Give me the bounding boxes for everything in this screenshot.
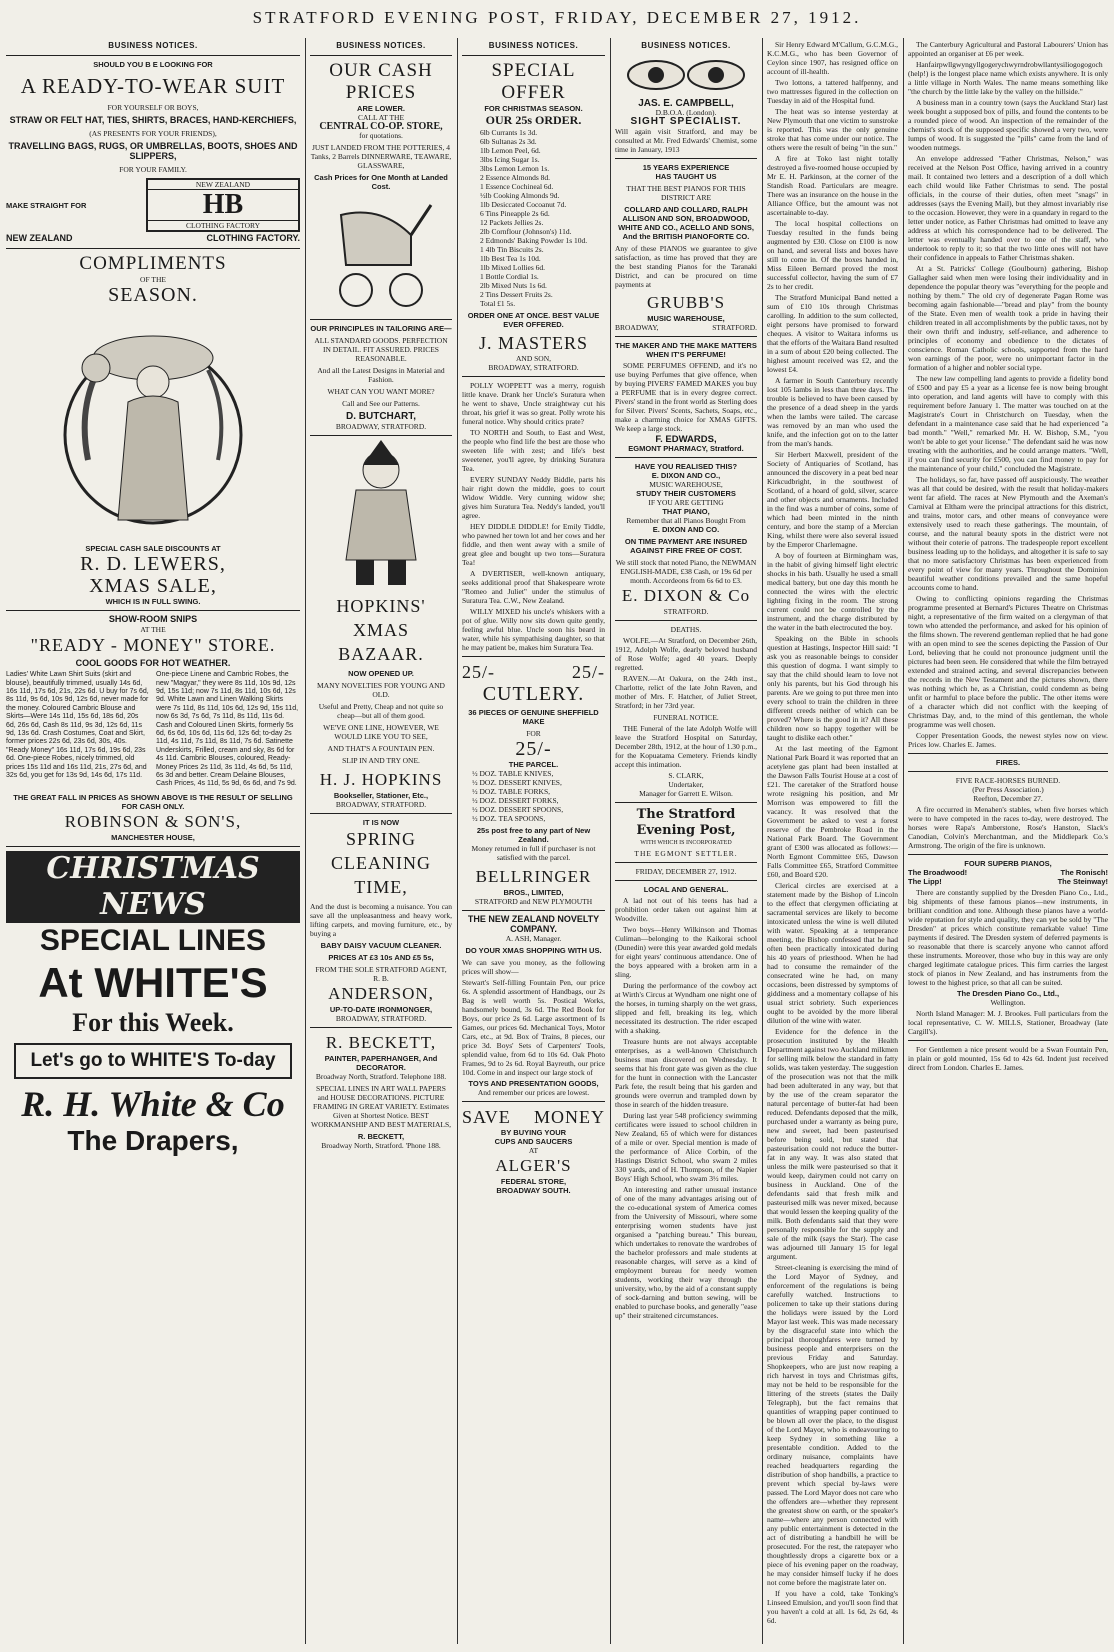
cool-goods: COOL GOODS FOR HOT WEATHER. bbox=[75, 657, 231, 668]
make-straight: MAKE STRAIGHT FOR bbox=[6, 200, 87, 210]
suratura-6: WILLY MIXED his uncle's whiskers with a pot of glue. Willy now sits down quite gently, feeling awful blue. Uncle soon his beard in water, while his sympathising daughter, so that he may patient be, makes him Suratura Tea. bbox=[462, 607, 605, 653]
offer-item: 3lbs Icing Sugar 1s. bbox=[480, 155, 540, 165]
suratura-3: EVERY SUNDAY Neddy Biddle, parts his hair right down the middle, goes to court Widow Widdle. Very cunning widow she; gives him Suratura Tea. Neddy's landed, you'll agree. bbox=[462, 475, 605, 521]
hj-hopkins: H. J. HOPKINS bbox=[319, 769, 443, 789]
local-general: LOCAL AND GENERAL. bbox=[643, 884, 729, 894]
price-list-right: One-piece Linene and Cambric Robes, the new "Magyar," they were 8s 11d, 10s 9d, 12s 9d, 15s 11d; now 7s 11d, 8s 11d, 10s 6d, 12s 9d. White Lawn and Linen Walking Skirts were 7s 11d, 8s 11d, 10s 6d, 12s 9d, 15s 11d, now 6s 3d, 7s 6d, 7s 11d, 8s 11d, 11s 6d. Cash and Coloured Linen Skirts, formerly 5s 6d, 6s 6d, 10s 6d, 11s 6d, 12s 6d; to-day 2s 11d, 4s 11d, 7s 11d, 8s 11d, 7s 6d. Satinette Underskirts, Frilled, cream and sky, 8s 6d for 4s 11d. Cambric Blouses, coloured, Ready-Money Prices 2s 11d, 3s 11d, 4s 6d, 5s 11d, 6s 3d and better. Cream Delaine Blouses, Cash Prices, 4s 11d, 5s 9d, 6s 6d, and 7s 9d. bbox=[156, 671, 299, 788]
lets-go-box: Let's go to WHITE'S To-day bbox=[14, 1043, 292, 1079]
great-fall: THE GREAT FALL IN PRICES AS SHOWN ABOVE IS THE RESULT OF SELLING FOR CASH ONLY. bbox=[13, 792, 293, 811]
divider bbox=[310, 1027, 452, 1028]
divider bbox=[6, 846, 300, 847]
call-see: Call and See our Patterns. bbox=[342, 399, 420, 409]
dixon: E. DIXON AND CO., bbox=[651, 471, 721, 481]
offer-item: 2 Essence Almonds 8d. bbox=[480, 173, 550, 183]
save-money-text: We can save you money, as the following prices will show— bbox=[462, 958, 605, 977]
price-right: 25/- bbox=[572, 662, 605, 683]
bros-limited: BROS., LIMITED, bbox=[503, 888, 564, 898]
incorporated: WITH WHICH IS INCORPORATED bbox=[640, 840, 732, 847]
column-1 bbox=[6, 38, 300, 1644]
news-c6-1: The Canterbury Agricultural and Pastoral Labourers' Union has appointed an organiser at £6 per week. bbox=[908, 40, 1108, 58]
news-4: A fire at Toko last night totally destroyed a five-roomed house occupied by Mr E. H. Parkinson, at the corner of the Standish Road. Particulars are meagre. There was an insurance on the house in the Alliance Office, but the amount was not ascertainable to-day. bbox=[767, 154, 898, 217]
news-c6-5: At a St. Patricks' College (Goulbourn) gathering, Bishop Gallagher said when men were losing their individuality and in dependence the popular theory was "everything for the people and nothing by them." The old cry of degenerate Pagan Rome was becoming again fashionable—"bread and play" from the bounty of the State. Even men of wealth took a pride in having their children treated in all accomplishments by the public taxes, not by their own thrift and industry, self-reliance, and adherence to principles of economy and obedience to the dictates of conscience. Roman Catholic schools, supported from the hard won earnings of the poor, were no unimportant factor in the formation of a higher and nobler social type. bbox=[908, 264, 1108, 372]
divider bbox=[615, 158, 757, 159]
prices-at: PRICES AT £3 10s AND £5 5s, bbox=[328, 952, 434, 962]
special-offer: SPECIAL OFFER bbox=[491, 59, 576, 103]
anderson-address: BROADWAY, STRATFORD. bbox=[335, 1013, 427, 1023]
slip-in: SLIP IN AND TRY ONE. bbox=[342, 755, 420, 765]
dresden: The Dresden Piano Co., Ltd., bbox=[956, 989, 1060, 998]
now-open: NOW OPENED UP. bbox=[348, 668, 414, 678]
cash-month: Cash Prices for One Month at Landed Cost. bbox=[314, 173, 448, 192]
suit-for: FOR YOURSELF OR BOYS, bbox=[107, 102, 199, 112]
lewers-name: R. D. LEWERS, bbox=[80, 552, 226, 575]
at-the: AT THE bbox=[140, 624, 166, 634]
factory-label: CLOTHING FACTORY. bbox=[206, 233, 300, 244]
campbell: JAS. E. CAMPBELL, bbox=[638, 97, 734, 109]
death-raven: RAVEN.—At Oakura, on the 24th inst., Charlotte, relict of the late John Raven, and mother of Mrs. F. Hatcher, of Juliet Street, Stratford; in her 73rd year. bbox=[615, 674, 757, 711]
order-once: ORDER ONE AT ONCE. BEST VALUE EVER OFFERED. bbox=[467, 311, 600, 330]
local-6: An interesting and rather unusual instance of one of the many advantages arising out of the co-educational system of America comes from the University of Missouri, where some enterprising women students have just organised a "patching bureau." This bureau, which undertakes to renovate the wardrobes of the bachelor professors and male students at reasonable charges, will serve as a kind of employment bureau for needy women students, working their way through the university, who, by the aid of a constant supply of sock-darning and button sewing, will be enabled to purchase books, and generally "ease up" their straitened circumstances. bbox=[615, 1184, 757, 1320]
sole-agent: FROM THE SOLE STRATFORD AGENT, bbox=[315, 964, 447, 974]
broadway-south: BROADWAY SOUTH. bbox=[496, 1186, 571, 1196]
offer-item: 1lb Mixed Lollies 6d. bbox=[480, 263, 545, 273]
music-warehouse: MUSIC WAREHOUSE, bbox=[647, 313, 725, 323]
lewers-top: SHOULD YOU B E LOOKING FOR bbox=[93, 59, 213, 69]
still-stock: We still stock that noted Piano, the NEWMAN ENGLISH-MADE, £38 Cash, or 19s 6d per month. Accordeons from 6s 6d to £3. bbox=[615, 558, 757, 586]
beckett-2: R. BECKETT, bbox=[357, 1131, 405, 1141]
offer-item: 6lb Sultanas 2s 3d. bbox=[480, 137, 537, 147]
divider bbox=[310, 813, 452, 814]
local-1: A lad not out of his teens has had a prohibition order taken out against him at Woodville. bbox=[615, 895, 757, 923]
divider bbox=[6, 610, 300, 611]
divider bbox=[908, 753, 1108, 754]
baby-daisy: BABY DAISY VACUUM CLEANER. bbox=[320, 940, 442, 950]
edwards: F. EDWARDS, bbox=[655, 433, 717, 445]
divider bbox=[6, 248, 300, 249]
beckett-2-address: Broadway North, Stratford. 'Phone 188. bbox=[321, 1140, 441, 1150]
column-rule bbox=[903, 38, 904, 1644]
showroom: SHOW-ROOM SNIPS bbox=[108, 613, 198, 624]
divider bbox=[310, 319, 452, 320]
news-5: The local hospital collections on Tuesday resulted in the funds being augmented by £30. Close on £100 is now on hand, and several lists and boxes have still to come in. Of the boxes handed in, Miss Eileen Bernard proved the most successful collector, having the sum of £7 2s to her credit. bbox=[767, 219, 898, 291]
offer-item: 2lb Mixed Nuts 1s 6d. bbox=[480, 281, 547, 291]
section-label: BUSINESS NOTICES. bbox=[641, 41, 731, 50]
offer-item: 2 Tins Dessert Fruits 2s. bbox=[480, 290, 553, 300]
manager-wilson: Manager for Garrett E. Wilson. bbox=[639, 789, 733, 799]
offer-items bbox=[462, 128, 605, 308]
fires-heading: FIRES. bbox=[995, 758, 1021, 767]
save-label: SAVE bbox=[462, 1107, 511, 1128]
buying: BY BUYING YOUR bbox=[500, 1128, 567, 1138]
divider bbox=[615, 880, 757, 881]
santa-icon bbox=[326, 440, 436, 590]
masters: J. MASTERS bbox=[478, 333, 589, 354]
toys: TOYS AND PRESENTATION GOODS, bbox=[468, 1079, 599, 1089]
four-superb: FOUR SUPERB PIANOS, bbox=[964, 859, 1052, 868]
column-6 bbox=[908, 38, 1108, 1644]
section-label: BUSINESS NOTICES. bbox=[488, 41, 579, 50]
funeral-notice: FUNERAL NOTICE. bbox=[653, 713, 719, 723]
section-label: BUSINESS NOTICES. bbox=[108, 41, 198, 50]
funeral-text: THE Funeral of the late Adolph Wolfe will leave the Stratford Hospital on Saturday, December 28th, 1912, at the hour of 1.30 p.m., for the Kopuatama Cemetery. Friends kindly accept this intimation. bbox=[615, 724, 757, 770]
compliments: COMPLIMENTS bbox=[79, 252, 227, 274]
standard-goods: ALL STANDARD GOODS. PERFECTION IN DETAIL. FIT ASSURED. PRICES REASONABLE. bbox=[314, 336, 448, 364]
parcel-item: ½ DOZ. DESSERT SPOONS, bbox=[472, 805, 564, 815]
logo-top: NEW ZEALAND bbox=[195, 180, 251, 190]
order-25: OUR 25s ORDER. bbox=[485, 112, 582, 127]
hopkins-address: BROADWAY, STRATFORD. bbox=[335, 799, 427, 809]
algers: ALGER'S bbox=[495, 1156, 572, 1176]
novelty-company: THE NEW ZEALAND NOVELTY COMPANY. bbox=[467, 914, 600, 934]
column-4 bbox=[615, 38, 757, 1644]
hb-logo bbox=[146, 178, 300, 232]
undertaker: Undertaker, bbox=[668, 780, 704, 790]
column-2 bbox=[310, 38, 452, 1644]
steinway: The Steinway! bbox=[1057, 877, 1108, 886]
ash-manager: A. ASH, Manager. bbox=[505, 934, 562, 944]
bellringer: BELLRINGER bbox=[475, 867, 592, 887]
offer-item: 1 4lb Tin Biscuits 2s. bbox=[480, 245, 544, 255]
deaths-heading: DEATHS. bbox=[670, 625, 702, 635]
parcel-item: ½ DOZ. DESSERT KNIVES, bbox=[472, 778, 562, 788]
federal: FEDERAL STORE, bbox=[500, 1177, 567, 1187]
the-parcel: THE PARCEL. bbox=[508, 760, 559, 770]
dixon-music: MUSIC WAREHOUSE, bbox=[649, 480, 723, 490]
principles: OUR PRINCIPLES IN TAILORING ARE— bbox=[310, 324, 452, 334]
of-the: OF THE bbox=[140, 274, 166, 284]
suit-title: A READY-TO-WEAR SUIT bbox=[20, 73, 286, 98]
sight-specialist: SIGHT SPECIALIST. bbox=[630, 116, 742, 128]
eyes-icon bbox=[621, 55, 751, 95]
divider bbox=[310, 435, 452, 436]
are-lower: ARE LOWER. bbox=[357, 103, 405, 113]
money-label: MONEY bbox=[534, 1107, 605, 1128]
divider bbox=[908, 854, 1108, 855]
dboa: D.B.O.A. (London). bbox=[655, 108, 717, 118]
death-wolfe: WOLFE.—At Stratford, on December 26th, 1912, Adolph Wolfe, dearly beloved husband of Rose Wolfe; aged 40 years. Deeply regretted. bbox=[615, 636, 757, 673]
divider bbox=[462, 376, 605, 377]
at-label: AT bbox=[528, 1146, 539, 1156]
grubb-broadway: BROADWAY, bbox=[615, 322, 659, 332]
central-store: CENTRAL CO-OP. STORE, bbox=[319, 120, 443, 132]
parcel-item: ½ DOZ. TABLE KNIVES, bbox=[472, 769, 554, 779]
fire-text: A fire occurred in Menahen's stables, when five horses which were to have competed in the races to-day, were destroyed. The horses were Rapa's Amberstone, Rose's Hanston, Slack's Canodian, Colvin's Merchantman, and the Middlepark Co.'s Armstrong. The origin of the fire is unknown. bbox=[908, 805, 1108, 850]
local-3: During the performance of the cowboy act at Wirth's Circus at Wyndham one night one of the horses, in turning sharply on the wet grass, slipped and fell, breaking its leg, which necessitated its destruction. The rider escaped with a shaking. bbox=[615, 980, 757, 1035]
parcel-item: ½ DOZ. TEA SPOONS, bbox=[472, 814, 546, 824]
dixon-logo: E. DIXON & Co bbox=[621, 586, 751, 606]
divider bbox=[908, 1040, 1108, 1041]
butchart-address: BROADWAY, STRATFORD. bbox=[335, 421, 427, 431]
local-4: Treasure hunts are not always acceptable enterprises, as a well-known Christchurch business man discovered on Wednesday. It seems that his front gate was given as the clue for the hunt in connection with the Lancaster Park fete, the result being that his garden and grounds were overrun and trampled down by those in search of the hidden treasure. bbox=[615, 1036, 757, 1109]
for-quotations: for quotations. bbox=[359, 131, 403, 141]
offer-item: 1 Essence Cochineal 6d. bbox=[480, 182, 554, 192]
offer-item: 6 Tins Pineapple 2s 6d. bbox=[480, 209, 550, 219]
fountain-pen: AND THAT'S A FOUNTAIN PEN. bbox=[327, 743, 435, 753]
remember-bought: Remember that all Pianos Bought From bbox=[626, 516, 746, 526]
egmont-pharmacy: EGMONT PHARMACY, Stratford. bbox=[628, 444, 744, 454]
lady-illustration-icon bbox=[58, 310, 248, 540]
news-13: Evidence for the defence in the prosecution instituted by the Health Department against two Auckland milkmen for selling milk below the standard in fatty solids, was taken yesterday. The suggestion of the prosecution was not that the milk had been adulterated in any way, but that by the use of the cream separator the natural percentage of butter-fat had been reduced. Defendants deposed that the milk, purchased under a warranty as being pure, new and sweet, had been pasteurised before being sold, but stated that pasteurisation could not reduce the butter-fat in any way. It was also stated that unless the milk were pasteurised so that it would keep, dairymen could not carry on business in Auckland. One of the defendants said that fresh milk and pasteurised milk was never mixed, because that would lessen the keeping quality of the milk. Both defendants said that they were personally responsible for the supply and sale of the milk (says the Star). The case was adjourned till January 15 for legal argument. bbox=[767, 1027, 898, 1261]
latest-designs: And all the Latest Designs in Material and Fashion. bbox=[317, 366, 445, 385]
xmas-season: FOR CHRISTMAS SEASON. bbox=[484, 103, 583, 113]
bags: TRAVELLING BAGS, RUGS, OR UMBRELLAS, BOOTS, SHOES AND SLIPPERS, bbox=[8, 141, 298, 161]
manchester-house: MANCHESTER HOUSE, bbox=[111, 832, 195, 842]
cash-prices-title: OUR CASH PRICES bbox=[329, 59, 433, 103]
masters-address: BROADWAY, STRATFORD. bbox=[488, 363, 579, 373]
news-c6-9: Copper Presentation Goods, the newest styles now on view. Prices low. Charles E. James. bbox=[908, 731, 1108, 749]
that-piano: THAT PIANO, bbox=[662, 507, 710, 517]
call-at: CALL AT THE bbox=[357, 112, 405, 122]
rb: R. B. bbox=[373, 973, 389, 983]
for-label: FOR bbox=[526, 729, 541, 739]
ready-money-store: "READY - MONEY" STORE. bbox=[30, 634, 276, 655]
lipp: The Lipp! bbox=[908, 877, 942, 886]
column-rule bbox=[305, 38, 306, 1644]
it-is-now: IT IS NOW bbox=[362, 817, 400, 827]
divider bbox=[908, 771, 1108, 772]
at-whites: At WHITE'S bbox=[38, 958, 268, 1006]
divider bbox=[615, 620, 757, 621]
paper-title: The Stratford Evening Post, bbox=[636, 807, 736, 839]
news-c6-3: A business man in a country town (says the Auckland Star) last week bought a supposed box of pills, and found the contents to be a rounded piece of wood. An inspection of the remainder of the chemist's stock of the supposed specific showed a very two, were lumps of wood. It is suggested the "pills" came from the land of wooden nutmegs. bbox=[908, 98, 1108, 152]
dixon-stratford: STRATFORD. bbox=[663, 607, 709, 617]
column-rule bbox=[610, 38, 611, 1644]
logo-letters: HB bbox=[148, 189, 298, 221]
column-3 bbox=[462, 38, 605, 1644]
settler: THE EGMONT SETTLER. bbox=[634, 848, 738, 858]
if-getting: IF YOU ARE GETTING bbox=[648, 498, 724, 508]
divider bbox=[462, 1101, 605, 1102]
divider bbox=[615, 457, 757, 458]
news-1: Sir Henry Edward M'Callum, G.C.M.G., K.C.M.G., who has been Governor of Ceylon since 1907, has resigned office on account of ill-health. bbox=[767, 40, 898, 76]
offer-item: 1 Bottle Cordial 1s. bbox=[480, 272, 539, 282]
divider bbox=[615, 802, 757, 803]
press-association: (Per Press Association.) bbox=[972, 785, 1044, 794]
parcel-items bbox=[462, 769, 605, 823]
suratura-1: POLLY WOPPETT was a merry, roguish little knave. Drank her Uncle's Suratura when he went to shave, Uncle straightway cut his throat, his grief it was so great. Polly wrote his funeral notice. Why should critics prate? bbox=[462, 381, 605, 427]
news-c6-8: Owing to conflicting opinions regarding the Christmas programme presented at Bernard's Pictures Theatre on Christmas night, a representative of the firm waited on a clergyman of that town who attended the performance, and asked for his opinion of the films shown. The reverend gentleman replied that he had gone with an open mind to see the scenes depicting the Passion of Our Lord, believing that he could not pronounce judgment until the pictures had been seen. He considered that while the film betrayed extended and strained acting, and several discrepancies between the records in the New Testament and the pictures shown, there was nothing which he, as a Christian, could condemn as being unfit or harmful to place before the public. The other items were of a character which did not conflict with the keeping of Christmas Day, and, to the mind of this gentleman, the whole programme was well chosen. bbox=[908, 594, 1108, 729]
column-rule bbox=[762, 38, 763, 1644]
news-14: Street-cleaning is exercising the mind of the Lord Mayor of Sydney, and enforcement of the regulations is being carefully watched. Instructions to policemen to take up their stations during the holidays were issued by the Lord Mayor last week. This was made necessary by the disgraceful state into which the principal thoroughfares were turned by business people and enterprisers on the previous Friday and Saturday. Shopkeepers, who are just now reaping a rich harvest in toys and Christmas gifts, may not be held to be responsible for the littering of the streets (states the Daily Telegraph), but the fact remains that quantities of wrapping paper continued to be blown all over the place, to the disgust of the Lord Mayor, who is endeavouring to keep Sydney in something like a presentable condition. Added to the ordinary nuisance, complaints have reached headquarters regarding the distribution of shop handbills, a practice to prevent which special by-laws were passed. The Lord Mayor does not care who the offenders are—whether they represent the greatest show on earth, or the speaker's name—where any person connected with any public entertainment is detected in the act of distributing a handbill he will be prosecuted. For the rest, the ratepayer who thoughtlessly drops a cigarette box or a piece of his evening paper on the roadway, he may consider himself lucky if he does not come before the magistrate later on. bbox=[767, 1263, 898, 1587]
this-week: For this Week. bbox=[72, 1007, 234, 1037]
guarantee: Any of these PIANOS we guarantee to give satisfaction, as time has proved that they are the best standing Pianos for the Taranaki District, and can be procured on time payments at bbox=[615, 243, 757, 289]
divider bbox=[462, 55, 605, 56]
offer-item: 6lb Currants 1s 3d. bbox=[480, 128, 538, 138]
five-racehorses: FIVE RACE-HORSES BURNED. bbox=[955, 776, 1061, 785]
offer-item: 12 Packets Jellies 2s. bbox=[480, 218, 544, 228]
divider bbox=[615, 862, 757, 863]
visit: Will again visit Stratford, and may be consulted at Mr. Fred Edwards' Chemist, some time in January, 1913 bbox=[615, 126, 757, 154]
parcel-item: ½ DOZ. TABLE FORKS, bbox=[472, 787, 551, 797]
logo-bottom: CLOTHING FACTORY bbox=[185, 221, 261, 231]
drapers: The Drapers, bbox=[67, 1124, 239, 1156]
straw-hats: STRAW OR FELT HAT, TIES, SHIRTS, BRACES, HAND-KERCHIEFS, bbox=[9, 114, 297, 125]
news-c6-7: The holidays, so far, have passed off auspiciously. The weather was all that could be desired, with the result that holiday-makers went far afield. The races at New Plymouth and the Axeman's Carnival at Eltham were the principal attractions for this district, and trains, motor cars, and other means of conveyance were extensively used to reach these gatherings. The mountain, of course, and the natural beauty spots in the district were not without their coterie of patrons. The tradespeople report excellent business leading up to the holidays, and altogether it is safe to say that no more satisfactory Christmas has been experienced from every point of view for many years. Throughout the Dominion beautiful weather conditions prevailed and the same hopeful accounts come to hand. bbox=[908, 475, 1108, 592]
one-line: WE'VE ONE LINE, HOWEVER, WE WOULD LIKE YOU TO SEE, bbox=[323, 722, 439, 741]
section-label: BUSINESS NOTICES. bbox=[336, 41, 426, 50]
news-2: Two lottons, a tattered halfpenny, and two mattresses figured in the collection on Tuesday in aid of the Hospital fund. bbox=[767, 78, 898, 105]
ironmonger: UP-TO-DATE IRONMONGER, bbox=[329, 1004, 433, 1014]
what-can: WHAT CAN YOU WANT MORE? bbox=[327, 387, 435, 397]
novelty-list: Stewart's Self-filling Fountain Pen, our price 6s. A splendid assortment of Handbags, our 2s Bag is well worth 5s. Postical Works, handsomely bound, 3s 6d. The Red Book for Boys, our price 2s 6d. Large assortment of Is Games, our prices 6d. Mechanical Toys, Motor Cars, etc., at 9d. Box of Trains, 8 pieces, our price 3d. Boys' Sets of Carpenters' Tools, splendid value, from 6d to 10s 6d. Oak Photo Frames, 9d to 2s 6d. Royal Bayreuth, our price 10d. Come in and inspect our large stock of bbox=[462, 978, 605, 1078]
robinson: ROBINSON & SON'S, bbox=[64, 811, 242, 831]
offer-item: 3lbs Lemon Lemon 1s. bbox=[480, 164, 550, 174]
dust-text: And the dust is becoming a nuisance. You can save all the unpleasantness and heavy work, lifting carpets, and moving furniture, etc., by buying a bbox=[310, 901, 452, 938]
grubb: GRUBB'S bbox=[646, 292, 726, 312]
taught: HAS TAUGHT US bbox=[655, 171, 717, 181]
bookseller: Bookseller, Stationer, Etc., bbox=[333, 790, 429, 800]
news-10: Speaking on the Bible in schools question at Hastings, Inspector Hill said: "I ask you as reasonable beings to consider this question of dogma. I want simply to say that the child should learn to love not only his parents, but his God through his parents. Are we going to put three men into every school to train the children in three different creeds neither of which can be proved? Where is the good in it? All these children now so happy together will be taught to dislike each other." bbox=[767, 634, 898, 742]
offer-item: ½lb Cooking Almonds 9d. bbox=[480, 191, 560, 201]
news-3: The heat was so intense yesterday at New Plymouth that one victim to sunstroke is reported. This was the only genuine stroke that has come under our notice. The others were the result of being "in the sun." bbox=[767, 107, 898, 152]
family: FOR YOUR FAMILY. bbox=[119, 165, 187, 175]
offer-item: 2 Edmonds' Baking Powder 1s 10d. bbox=[480, 236, 588, 246]
news-6: The Stratford Municipal Band netted a sum of £10 10s through Christmas carolling. In addition to the sum collected, eight persons have promised to forward cheques. A visitor to Waitara informs us that the efforts of the Waitara Band resulted in a sum of about £20 being collected. The highest amount received was £2, and the lowest £4. bbox=[767, 293, 898, 374]
ronisch: The Ronisch! bbox=[1060, 868, 1108, 877]
suratura-5: A DVERTISER, well-known antiquary, seeks additional proof that Shakespeare wrote "Romeo and Juliet" under the stimulus of Suratura Tea. C.W., New Zealand. bbox=[462, 569, 605, 606]
pianos-text: There are constantly supplied by the Dresden Piano Co., Ltd., big shipments of these famous pianos—new instruments, in brilliant condition and tone. Although these pianos have a world-wide reputation for style and quality, they can yet be sold by "The Dresden" at prices which constitute remarkable value! Time payments if desired. The Dresden system of deferred payments is so reasonable that there is scarcely anyone who cannot afford these instruments. Moreover, those who buy in this way are only charged legitimate catalogue prices. This firm carries the largest stock of pianos in New Zealand, and has instruments from the lowest to the highest price, so that all can be suited. bbox=[908, 888, 1108, 987]
christmas-news: CHRISTMAS NEWS bbox=[6, 851, 300, 923]
news-15: If you have a cold, take Tonking's Linseed Emulsion, and you'll soon find that you haven't a cold at all. 1s 6d, 2s 6d, 4s 6d. bbox=[767, 1589, 898, 1625]
beckett-address: Broadway North, Stratford. Telephone 188. bbox=[315, 1071, 447, 1081]
presents: (AS PRESENTS FOR YOUR FRIENDS), bbox=[89, 129, 217, 139]
clark: S. CLARK, bbox=[668, 771, 704, 781]
suratura-4: HEY DIDDLE DIDDLE! for Emily Tiddle, who pawned her town lot and her cows and her fiddle, and then went away with a smile of great glee and bought up two tons—Suratura Tea! bbox=[462, 522, 605, 568]
column-rule bbox=[457, 38, 458, 1644]
just-landed: JUST LANDED FROM THE POTTERIES, 4 Tanks, 2 Barrels DINNERWARE, TEAWARE, GLASSWARE, bbox=[310, 143, 452, 171]
suratura-2: TO NORTH and South, to East and West, the people who find life the best are those who sweeten life with zest; and life's best sweetener, you'll agree, by drinking Suratura Tea. bbox=[462, 428, 605, 474]
bellringer-address: STRATFORD and NEW PLYMOUTH bbox=[474, 897, 593, 907]
anderson: ANDERSON, bbox=[328, 983, 434, 1003]
do-xmas: DO YOUR XMAS SHOPPING WITH US. bbox=[465, 946, 602, 956]
piano-list: COLLARD AND COLLARD, RALPH ALLISON AND SON, BROADWOOD, WHITE AND CO., ACELLO AND SONS, And the BRITISH PIANOFORTE CO. bbox=[618, 204, 754, 241]
maker-perfume: THE MAKER AND THE MAKE MATTERS WHEN IT'S PERFUME! bbox=[615, 340, 757, 359]
news-12: Clerical circles are exercised at a statement made by the Bishop of Lincoln to the effect that clergymen officiating at sacramental services are likely to become intoxicated unless the wine is well diluted with water. Speaking at a temperance meeting, the Bishop confessed that he had often been practically intoxicated during his 40 years of priesthood. When he had had to consume the remainder of the consecrated wine he had, on many occasions, been distressed by symptoms of giddiness and a momentary collapse of his usual strict sobriety. Such experiences ought to be avoided by the more liberal dilution of the wine with water. bbox=[767, 881, 898, 1025]
price-list-left: Ladies' White Lawn Shirt Suits (skirt and blouse), beautifully trimmed, usually 14s 6d, 16s 11d, 17s 6d, 21s, 22s 6d. U buy for 7s 6d, 8s 11d, 9s 6d, 10s 9d, 12s 6d, never made for the money. Coloured Cambric Blouse and Skirts—Were 14s 11d, 15s 6d, 18s 6d, 20s 6d, 26s 6d, Cash 8s 11d, 9s 3d, 12s 6d, 11s 9d, 13s 6d. Crash Costumes, Coat and Skirt, former prices 22s 6d, 23s 6d, 30s, 40s. "Ready Money" 16s 11d, 17s 6d, 19s 6d, 23s 6d. One-piece Robes, nicely trimmed, old prices 15s 11d and 16s 11d, 21s, 27s 6d, and 32s 6d, you get for 13s 9d, 14s 6d, 17s 11d. bbox=[6, 671, 149, 780]
season: SEASON. bbox=[108, 283, 198, 306]
beckett: R. BECKETT, bbox=[325, 1032, 437, 1052]
news-11: At the last meeting of the Egmont National Park Board it was reported that an acetylene gas plant had been installed at the Dawson Falls Tourist House at a cost of £21. The caretaker of the Stratford house wrote resigning his position, and Mr Morrison was empowered to fill the vacancy. It was resolved that the Government be asked to vest a forest reserve of the Pembroke Road in the National Park Board. The Government grant of £300 was allocated as follows:—North Egmont Committee £65, Dawson Falls Committee £65, Stratford Committee £60, and Board £20. bbox=[767, 744, 898, 879]
cutlery: CUTLERY. bbox=[482, 683, 585, 706]
cups: CUPS AND SAUCERS bbox=[494, 1137, 573, 1147]
masthead: STRATFORD EVENING POST, FRIDAY, DECEMBER 27, 1912. bbox=[252, 8, 862, 27]
news-c6-2: Hanfairpwllgwyngyllgogerychwyrndrobwllantysiliogogogoch (help!) is the longest place name which exists anywhere. It is only a little village in North Wales. The name means something like "the church by the little lake by the valley on the hillside." bbox=[908, 60, 1108, 96]
divider bbox=[310, 55, 452, 56]
parcel-item: ½ DOZ. DESSERT FORKS, bbox=[472, 796, 559, 806]
price-left: 25/- bbox=[462, 662, 495, 683]
offer-item: Total £1 5s. bbox=[480, 299, 516, 309]
best-pianos: THAT THE BEST PIANOS FOR THIS DISTRICT ARE bbox=[626, 183, 746, 202]
offer-item: 1lb Desiccated Cocoanut 7d. bbox=[480, 200, 567, 210]
offer-item: 1lb Lemon Peel, 6d. bbox=[480, 146, 541, 156]
special-lines-wallpaper: SPECIAL LINES IN ART WALL PAPERS and HOUSE DECORATIONS. PICTURE FRAMING IN GREAT VARIETY. Estimates Given at Shortest Notice. BEST WORKMANSHIP AND BEST MATERIALS, bbox=[310, 1083, 451, 1129]
dixon-2: E. DIXON AND CO. bbox=[652, 525, 720, 535]
butchart: D. BUTCHART, bbox=[346, 411, 416, 423]
years-15: 15 YEARS EXPERIENCE bbox=[642, 162, 730, 172]
divider bbox=[462, 910, 605, 911]
full-swing: WHICH IS IN FULL SWING. bbox=[105, 596, 201, 606]
sheffield: 36 PIECES OF GENUINE SHEFFIELD MAKE bbox=[468, 708, 599, 727]
perfumes: SOME PERFUMES OFFEND, and it's no use buying Perfumes that give offence, when by buying PIVERS' FAMED MAKES you buy a PERFUME that is in every degree correct. Pivers' stand in the front world as Sterling does for Silver. Pivers' Scents, Sachets, Soaps, etc., make a charming choice for XMAS GIFTS. We keep a large stock. bbox=[615, 360, 757, 433]
price-25: 25/- bbox=[515, 738, 552, 761]
novelties: MANY NOVELTIES FOR YOUNG AND OLD. bbox=[317, 680, 445, 699]
local-5: During last year 548 proficiency swimming certificates were issued to school children in New Zealand, 65 of which were for distances of a mile or over. Special mention is made of the performance of Alice Corbin, of the Hastings District School, who swam 2 miles 330 yards, and of H. Thompson, of the Napier Boys' High School, who swam 3½ miles. bbox=[615, 1110, 757, 1183]
offer-item: 2lb Cornflour (Johnson's) 11d. bbox=[480, 227, 572, 237]
local-2: Two boys—Henry Wilkinson and Thomas Culiman—belonging to the Kaikorai school (Dunedin) were this year awarded gold medals for eight years' continuous attendance. One of the boys appeared with a broken arm in a sling. bbox=[615, 924, 757, 979]
rh-white: R. H. White & Co bbox=[21, 1083, 285, 1124]
wellington: Wellington. bbox=[990, 998, 1026, 1007]
time-payment: ON TIME PAYMENT ARE INSURED AGAINST FIRE FREE OF COST. bbox=[624, 537, 748, 556]
divider bbox=[615, 336, 757, 337]
spring-cleaning: SPRING CLEANING TIME, bbox=[331, 828, 431, 897]
offer-item: 1lb Best Tea 1s 10d. bbox=[480, 254, 541, 264]
special-sale: SPECIAL CASH SALE DISCOUNTS AT bbox=[85, 543, 221, 553]
xmas-sale: XMAS SALE, bbox=[89, 574, 217, 597]
painter: PAINTER, PAPERHANGER, And DECORATOR. bbox=[324, 1053, 438, 1072]
remember-prices: And remember our prices are lowest. bbox=[477, 1088, 590, 1098]
divider bbox=[6, 55, 300, 56]
column-5 bbox=[767, 38, 898, 1644]
news-c6-6: The new law compelling land agents to provide a fidelity bond of £500 and pay £5 a year as a license fee is now being brought into operation, and land agents will have to comply with this requirement before January 1. The matter was touched on at the Magistrate's Court in Christchurch on Tuesday, when the defendant in a maintenance case said that he had experienced "a bad month." "Well," remarked Mr. H. W. Bishop, S.M., "you won't be able to get your license." The defendant said he was now treating with the authorities, and he could arrange matters. "Well, if you can find security for £500, you can find money to pay for the maintenance of your child," concluded the Magistrate. bbox=[908, 374, 1108, 473]
issue-date: FRIDAY, DECEMBER 27, 1912. bbox=[635, 866, 737, 876]
news-8: Sir Herbert Maxwell, president of the Society of Antiquaries of Scotland, has announced the discovery in a peat bed near Kirkcudbright, in the southwest of Scotland, of a hoard of gold, silver, scarce and other objects and ornaments. Included in the find was a number of coins, some of which had been minted in the ninth century, and bore the stamp of a Mercian King, whilst there were also several issued by the Emperor Charlemagne. bbox=[767, 450, 898, 549]
north-island: North Island Manager: M. J. Brookes. Full particulars from the local representative, C. W. MILLS, Stationer, Broadway (late Cargill's). bbox=[908, 1009, 1108, 1036]
nz-label: NEW ZEALAND bbox=[6, 233, 73, 244]
realised: HAVE YOU REALISED THIS? bbox=[634, 462, 738, 472]
special-lines: SPECIAL LINES bbox=[39, 923, 267, 957]
news-9: A boy of fourteen at Birmingham was, in the habit of giving himself light electric shocks in his bath. Usually he used a small medical battery, but one day this month he connected the wires with the electric lighting fixing in the room. The strong current could not be controlled by the instrument, and the charge distributed by the water in the bath electrocuted the boy. bbox=[767, 551, 898, 632]
broadwood: The Broadwood! bbox=[908, 868, 968, 877]
study: STUDY THEIR CUSTOMERS bbox=[636, 489, 736, 499]
useful: Useful and Pretty, Cheap and not quite so cheap—but all of them good. bbox=[318, 701, 444, 720]
divider bbox=[462, 656, 605, 657]
and-son: AND SON, bbox=[515, 354, 551, 364]
hopkins-bazaar: HOPKINS' XMAS BAZAAR. bbox=[336, 595, 426, 664]
news-7: A farmer in South Canterbury recently lost 105 lambs in less than three days. The trouble is believed to have been caused by the presence of a dead sheep in the yards when the lambs were tailed. The carcase was removed by an man who used the knife, and the infection got on to the latter from the man's hands. bbox=[767, 376, 898, 448]
post-free: 25s post free to any part of New Zealand. bbox=[476, 826, 591, 845]
refund: Money returned in full if purchaser is not satisfied with the parcel. bbox=[471, 844, 596, 863]
gentlemen: For Gentlemen a nice present would be a Swan Fountain Pen, in plain or gold mounted, 15s 6d to 42s 6d. Indent just received direct from London. Charles E. James. bbox=[908, 1045, 1108, 1072]
grubb-stratford: STRATFORD. bbox=[712, 322, 757, 332]
pram-icon bbox=[321, 195, 441, 315]
reefton-date: Reefton, December 27. bbox=[973, 794, 1043, 803]
news-c6-4: An envelope addressed "Father Christmas, Nelson," was received at the Nelson Post Office, having arrived in a country mail. It contained two letters and a description of a doll which each child would like Father Christmas to send. The postal officials, in the course of their duties, often meet "snags" in addresses (says the Evening Mail), but they almost invariably rise to the occasion. However, they were in a quandary in regard to the letter under notice, as Father Christmas had omitted to leave any address at which his correspondence had to be delivered. The letter was eventually handed over to one of the staff, who undertook to reply to it; so that the two little ones will not have their confidence in appeals to Father Christmas shaken. bbox=[908, 154, 1108, 262]
